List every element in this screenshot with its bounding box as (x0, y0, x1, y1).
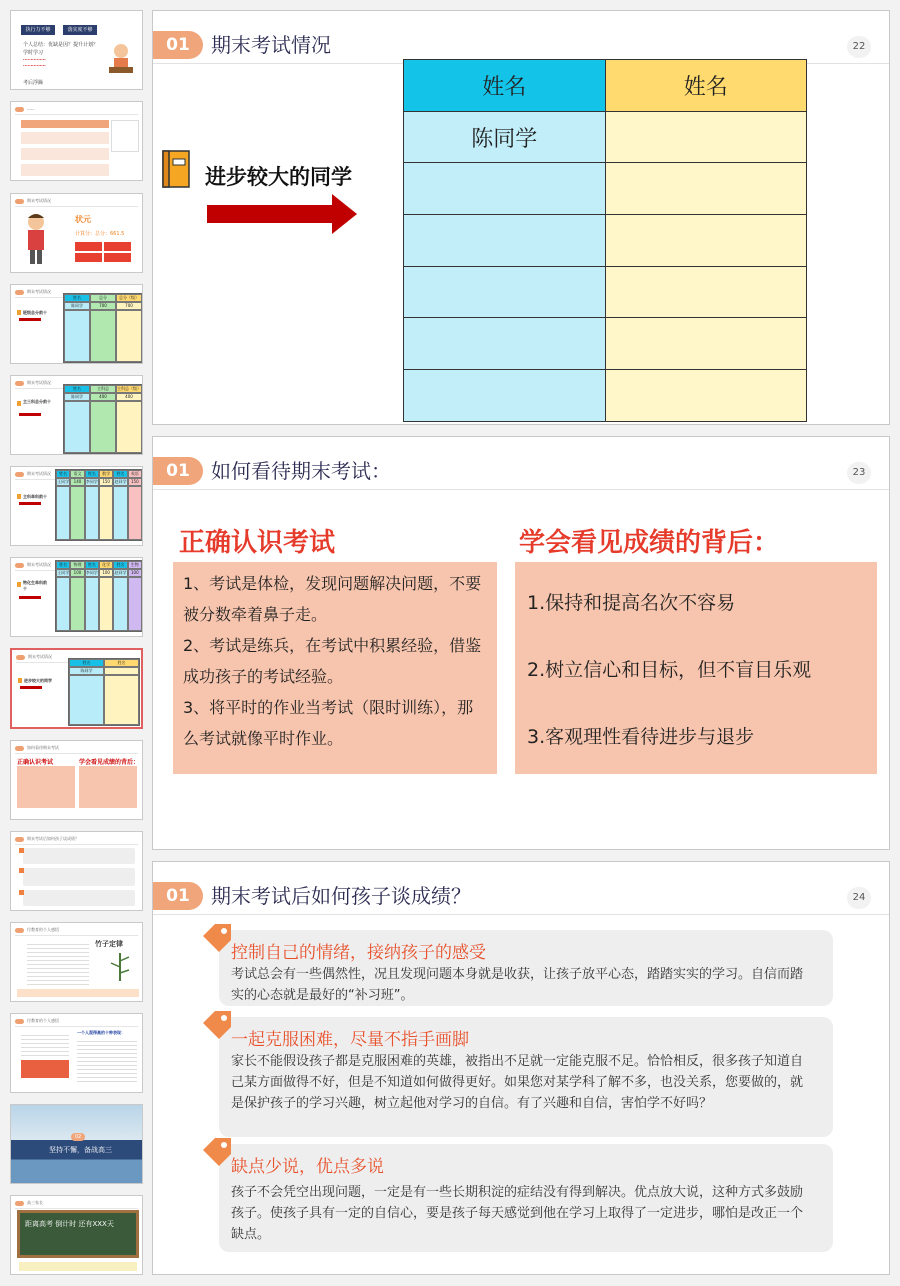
thumb-text: 状元 (75, 215, 91, 224)
tip-body: 考试总会有一些偶然性，况且发现问题本身就是收获，让孩子放平心态，踏踏实实的学习。自信而踏实的心态就是最好的“补习班”。 (231, 967, 804, 1003)
slide-thumbnail-3[interactable]: 期末考试情况 状元 计算分：总分：661.5 (10, 193, 143, 273)
tag-icon (201, 922, 233, 954)
table-cell[interactable] (605, 163, 807, 215)
arrow-right-icon (207, 194, 357, 234)
thumb-text: 距离高考 倒计时 还有XXX天 (25, 1220, 114, 1228)
table-cell[interactable] (404, 266, 606, 318)
tip-heading: 一起克服困难，尽量不指手画脚 (231, 1030, 469, 1050)
divider (153, 489, 889, 490)
student-icon (23, 212, 49, 266)
point-text: 1、考试是体检，发现问题解决问题，不要被分数牵着鼻子走。 (183, 574, 482, 624)
thumb-text: 物化生单科前十 (23, 580, 47, 591)
slide-thumbnail-1[interactable]: 执行力不够 落实度不够 个人总结：优缺是因？提升计划？ 学时学习 ··············· ··············· 考后浮躁 (10, 10, 143, 90)
thumb-text: 进步较大的同学 (24, 678, 52, 683)
table-header: 姓名 (605, 60, 807, 112)
tip-card (219, 930, 833, 1006)
right-heading: 学会看见成绩的背后： (519, 528, 780, 558)
thumb-text: 计算分：总分：661.5 (75, 231, 125, 237)
tip-heading: 控制自己的情绪，接纳孩子的感受 (231, 943, 486, 963)
tip-body: 家长不能假设孩子都是克服困难的英雄，被指出不足就一定能克服不足。恰恰相反，很多孩子知道自己某方面做得不好，但是不知道如何做得更好。如果您对某学科了解不多，也没关系，您要做的，就是保护孩子的学习兴趣，树立起他对学习的自信。有了兴趣和自信，害怕学不好吗？ (231, 1054, 804, 1111)
left-heading: 正确认识考试 (179, 528, 336, 558)
slide-thumbnail-4[interactable]: 期末考试情况 班级总分前十 姓名 总分 总分（级） 陈同学 700 700 (10, 284, 143, 364)
point-text: 2、考试是练兵，在考试中积累经验，借鉴成功孩子的考试经验。 (183, 636, 482, 686)
slide-thumbnail-7[interactable]: 期末考试情况 物化生单科前十 姓名 物理 姓名 化学 姓名 生物 王同学 100 李同学 100 赵同学 100 (10, 557, 143, 637)
divider (153, 914, 889, 915)
tip-card (219, 1144, 833, 1252)
left-points-box (173, 562, 497, 774)
progress-table (403, 59, 807, 422)
slide-title: 期末考试情况 (211, 33, 331, 57)
thumb-text: 竹子定律 (95, 940, 123, 948)
slide-number: 24 (847, 887, 871, 909)
thumb-text: 个人总结：优缺是因？提升计划？ (23, 42, 99, 48)
point-text: 2.树立信心和目标，但不盲目乐观 (527, 659, 812, 681)
table-cell[interactable]: 陈同学 (404, 111, 606, 163)
thumb-text: 学时学习 (23, 50, 44, 56)
slide-title: 期末考试后如何孩子谈成绩？ (211, 884, 471, 908)
thumb-tag: 落实度不够 (63, 25, 97, 35)
slide-number: 22 (847, 36, 871, 58)
table-header: 姓名 (404, 60, 606, 112)
slide-thumbnail-6[interactable]: 期末考试情况 主科单科前十 姓名 语文 姓名 数学 姓名 英语 王同学 140 李同学 150 赵同学 150 (10, 466, 143, 546)
book-icon (161, 149, 191, 189)
slide-thumbnail-8[interactable]: 期末考试情况 进步较大的同学 姓名 姓名 陈同学 (10, 648, 143, 729)
slide-24 (152, 861, 890, 1275)
tip-card (219, 1017, 833, 1137)
thumb-text: 主科单科前十 (23, 494, 47, 499)
table-cell[interactable] (404, 215, 606, 267)
table-cell[interactable] (605, 111, 807, 163)
tip-body: 孩子不会凭空出现问题，一定是有一些长期积淀的症结没有得到解决。优点放大说，这种方式多鼓励孩子。使孩子具有一定的自信心，要是孩子每天感觉到他在学习上取得了一定进步，哪怕是改正一个缺点。 (231, 1185, 804, 1242)
slide-thumbnail-13[interactable] (10, 1104, 143, 1184)
table-cell[interactable] (605, 370, 807, 422)
bamboo-icon (107, 951, 133, 983)
thumb-text: 班级总分前十 (23, 310, 47, 315)
slide-23 (152, 436, 890, 850)
slide-number: 23 (847, 462, 871, 484)
progress-label: 进步较大的同学 (205, 165, 352, 189)
slide-thumbnail-5[interactable]: 期末考试情况 主三科总分前十 姓名 主科总 主科总（级） 陈同学 400 400 (10, 375, 143, 455)
thumb-text: 主三科总分前十 (23, 399, 51, 404)
section-badge: 01 (153, 882, 203, 910)
table-cell[interactable] (605, 266, 807, 318)
slide-thumbnail-2[interactable]: ······ (10, 101, 143, 181)
section-badge: 01 (153, 457, 203, 485)
tag-icon (201, 1136, 233, 1168)
table-cell[interactable] (605, 215, 807, 267)
slide-title: 如何看待期末考试： (211, 459, 391, 483)
slide-thumbnail-9[interactable]: 如何看待期末考试 正确认识考试 学会看见成绩的背后： (10, 740, 143, 820)
slide-thumbnail-12[interactable]: 付教育的个人感悟 一个人混得高的十种表现： (10, 1013, 143, 1093)
thumb-text: 学会看见成绩的背后： (79, 759, 140, 766)
section-number: 02 (71, 1133, 85, 1141)
right-points-box (515, 562, 877, 774)
slide-thumbnail-10[interactable]: 期末考试后如何孩子谈成绩？ (10, 831, 143, 911)
slide-22 (152, 10, 890, 425)
point-text: 3.客观理性看待进步与退步 (527, 726, 755, 748)
thumb-text: 考后浮躁 (23, 80, 44, 86)
table-cell[interactable] (605, 318, 807, 370)
table-cell[interactable] (404, 370, 606, 422)
thumb-text: 坚持不懈，备战高三 (49, 1146, 112, 1154)
tip-heading: 缺点少说，优点多说 (231, 1157, 384, 1177)
section-badge: 01 (153, 31, 203, 59)
thumb-tag: 执行力不够 (21, 25, 55, 35)
tag-icon (201, 1009, 233, 1041)
table-cell[interactable] (404, 163, 606, 215)
slide-thumbnail-14[interactable]: 高三家长 距离高考 倒计时 还有XXX天 (10, 1195, 143, 1275)
point-text: 1.保持和提高名次不容易 (527, 592, 736, 614)
thumb-text: 一个人混得高的十种表现： (77, 1030, 125, 1035)
point-text: 3、将平时的作业当考试（限时训练），那么考试就像平时作业。 (183, 698, 474, 748)
illustration-icon (107, 41, 135, 77)
slide-thumbnail-11[interactable]: 付教育的个人感悟 竹子定律 (10, 922, 143, 1002)
table-cell[interactable] (404, 318, 606, 370)
thumb-text: 正确认识考试 (17, 759, 54, 766)
